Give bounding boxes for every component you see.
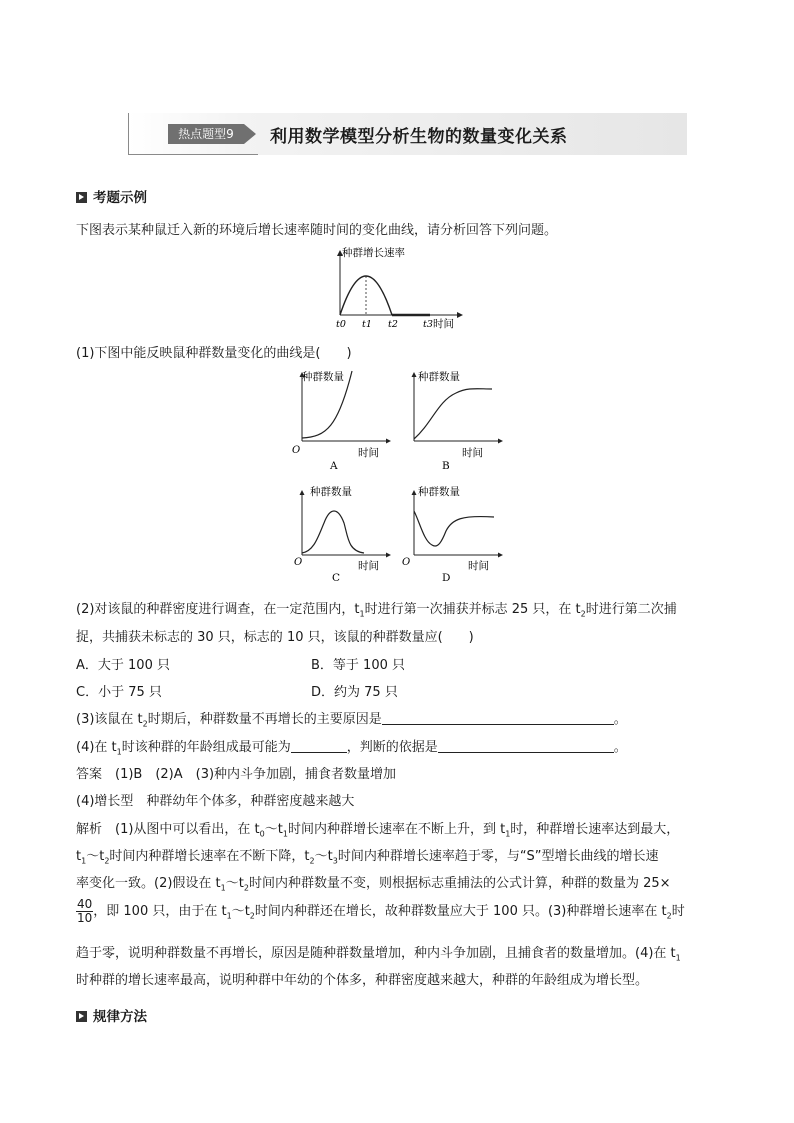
- option-chart-d: [402, 485, 502, 584]
- q1-stem: (1)下图中能反映鼠种群数量变化的曲线是( ): [76, 346, 352, 361]
- analysis-line4: $\frac{40}{10}$ ，即 100 只，由于在 $t_1\sim t_2$时间内种群还在增长，故种群数量应大于 100 只。(3)种群增长速率在 $t_2$时: [77, 897, 685, 925]
- chart-b-xlabel: 时间: [462, 447, 483, 459]
- section-method: [76, 1005, 147, 1025]
- chart-c-origin: O: [294, 557, 303, 568]
- q3-stem: (3)该鼠在 $t_2$时期后，种群数量不再增长的主要原因是 。: [76, 712, 627, 729]
- fraction: $\frac{40}{10}$: [77, 897, 93, 925]
- q2-line1: (2)对该鼠的种群密度进行调查，在一定范围内，$t_1$时进行第一次捕获并标志 25 只，在 $t_2$时进行第二次捕: [76, 602, 677, 619]
- section-method-label: 规律方法: [93, 1009, 147, 1025]
- analysis-line1: 解析 (1)从图中可以看出，在 $t_0\sim t_1$时间内种群增长速率在不断上升，到 $t_1$时，种群增长速率达到最大，: [76, 822, 680, 839]
- chart-c-label: C: [332, 572, 341, 584]
- banner-underline: [128, 154, 258, 155]
- curve-d: [414, 511, 494, 546]
- tick-t3: t3: [423, 319, 433, 330]
- tag-arrow-icon: [244, 124, 256, 144]
- q3-blank[interactable]: [382, 724, 614, 725]
- main-chart-xlabel: 时间: [433, 318, 454, 330]
- answer-line1: 答案 (1)B (2)A (3)种内斗争加剧，捕食者数量增加: [76, 767, 397, 782]
- play-icon: [76, 192, 87, 203]
- chart-b-ylabel: 种群数量: [418, 371, 460, 383]
- analysis-line3: 率变化一致。(2)假设在 $t_1\sim t_2$时间内种群数量不变，则根据标志重捕法的公式计算，种群的数量为 25×: [76, 876, 671, 893]
- analysis-line6: 时种群的增长速率最高，说明种群中年幼的个体多，种群密度越来越大，种群的年龄组成为增长型。: [76, 973, 649, 988]
- q2-option-c: C．小于 75 只: [76, 685, 162, 700]
- option-chart-a: [292, 370, 390, 472]
- intro-text: 下图表示某种鼠迁入新的环境后增长速率随时间的变化曲线，请分析回答下列问题。: [76, 223, 558, 238]
- play-icon: [76, 1011, 87, 1022]
- chart-a-origin: O: [292, 445, 301, 456]
- q4-stem: (4)在 $t_1$时该种群的年龄组成最可能为 ，判断的依据是 。: [76, 740, 627, 757]
- tick-t2: t2: [388, 319, 398, 330]
- chart-d-origin: O: [402, 557, 411, 568]
- chart-d-xlabel: 时间: [468, 560, 489, 572]
- chart-c-xlabel: 时间: [358, 560, 379, 572]
- chart-d-ylabel: 种群数量: [418, 486, 460, 498]
- q2-option-a: A．大于 100 只: [76, 658, 170, 673]
- tick-t1: t1: [362, 319, 372, 330]
- chart-b-label: B: [442, 460, 450, 472]
- curve-b: [414, 389, 492, 439]
- topic-tag: 热点题型9: [168, 124, 244, 144]
- chart-d-label: D: [442, 572, 451, 584]
- chart-a-label: A: [330, 460, 338, 472]
- section-example-label: 考题示例: [93, 190, 147, 206]
- q2-option-d: D．约为 75 只: [311, 685, 398, 700]
- chart-c-ylabel: 种群数量: [310, 486, 352, 498]
- analysis-line5: 趋于零，说明种群数量不再增长，原因是随种群数量增加，种内斗争加剧，且捕食者的数量增加。(4)在 $t_1$: [76, 946, 681, 963]
- chart-a-ylabel: 种群数量: [302, 371, 344, 383]
- growth-rate-chart: [330, 243, 470, 333]
- q4-blank-2[interactable]: [438, 752, 614, 753]
- tick-t0: t0: [336, 319, 346, 330]
- answer-line2: (4)增长型 种群幼年个体多，种群密度越来越大: [76, 794, 355, 809]
- q2-option-b: B．等于 100 只: [311, 658, 405, 673]
- analysis-line2: $t_1\sim t_2$时间内种群增长速率在不断下降，$t_2\sim t_3$时间内种群增长速率趋于零，与“S”型增长曲线的增长速: [76, 849, 659, 866]
- main-chart-ylabel: 种群增长速率: [342, 247, 405, 259]
- option-chart-c: [294, 485, 390, 584]
- chart-a-xlabel: 时间: [358, 447, 379, 459]
- page-title: 利用数学模型分析生物的数量变化关系: [270, 127, 568, 147]
- curve-c: [302, 511, 364, 553]
- option-chart-b: [414, 370, 502, 472]
- q4-blank-1[interactable]: [291, 752, 347, 753]
- q2-line2: 捉，共捕获未标志的 30 只，标志的 10 只，该鼠的种群数量应( ): [76, 630, 474, 645]
- option-charts: [290, 365, 510, 585]
- section-example: [76, 186, 147, 206]
